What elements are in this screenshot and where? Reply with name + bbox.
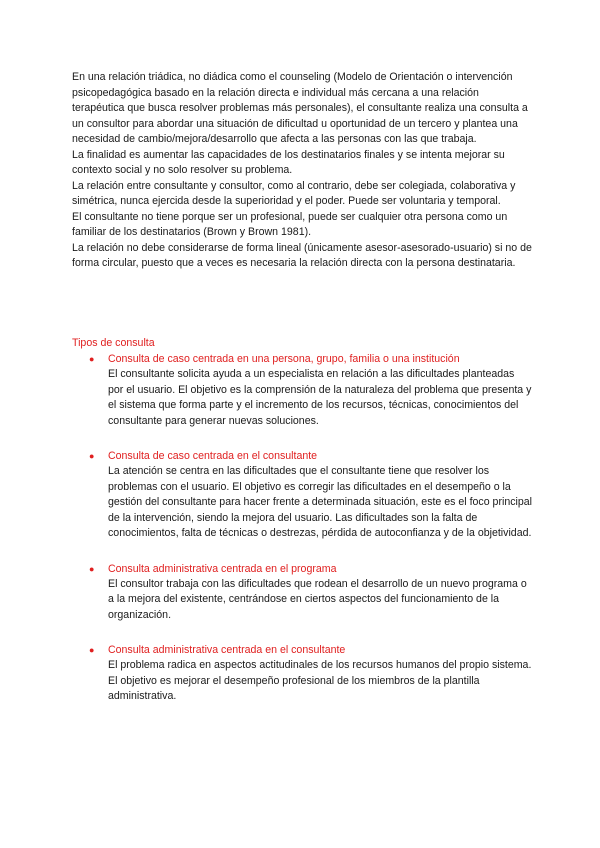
intro-paragraph-triadic-relation: En una relación triádica, no diádica como el counseling (Modelo de Orientación o intervención psicopedagógica basado en la relación directa e individual más cercana a una relación terapéutica que busca resolver problemas más personales), el consultante realiza una consulta a un consultor para abordar una situación de dificultad u oportunidad de un tercero y plantea una necesidad de cambio/mejora/desarrollo que afecta a las personas con las que trabaja. (72, 71, 528, 145)
consultation-type-description: El consultor trabaja con las dificultades que rodean el desarrollo de un nuevo programa o a la mejora del existente, centrándose en ciertos aspectos del funcionamiento de la organización. (108, 577, 527, 621)
consultation-type-title: Consulta administrativa centrada en el consultante (108, 644, 346, 656)
list-item (72, 562, 532, 624)
intro-section (72, 70, 532, 272)
bullet-icon: ● (89, 645, 95, 655)
intro-paragraph-relationship: La relación entre consultante y consultor, como al contrario, debe ser colegiada, colaborativa y simétrica, nunca ejercida desde la superioridad y el poder. Puede ser voluntaria y temporal. (72, 179, 516, 207)
list-item (72, 643, 532, 705)
intro-paragraph-purpose: La finalidad es aumentar las capacidades de los destinatarios finales y se intenta mejorar su contexto social y no solo resolver su problema. (72, 148, 505, 176)
list-item (72, 449, 532, 542)
consultation-type-description: El problema radica en aspectos actitudinales de los recursos humanos del propio sistema. El objetivo es mejorar el desempeño profesional de los miembros de la plantilla administrativa. (108, 659, 532, 702)
consultation-type-description: El consultante solicita ayuda a un especialista en relación a las dificultades planteadas por el usuario. El objetivo es la comprensión de la naturaleza del problema que presenta y el sistema que forma parte y el incremento de los recursos, técnicas, conocimientos del consultante para generar nuevas soluciones. (108, 368, 532, 427)
section-heading-consultation-types: Tipos de consulta (72, 337, 155, 349)
intro-paragraph-consultant: El consultante no tiene porque ser un profesional, puede ser cualquier otra persona como un familiar de los destinatarios (Brown y Brown 1981). (72, 210, 508, 238)
consultation-types-list (72, 352, 532, 705)
consultation-type-title: Consulta de caso centrada en el consultante (108, 450, 318, 462)
bullet-icon: ● (89, 354, 95, 364)
consultation-type-description: La atención se centra en las dificultades que el consultante tiene que resolver los problemas con el usuario. El objetivo es corregir las dificultades en el desempeño o la gestión del consultante para hacer frente a determinada situación, este es el foco principal de la intervención, siendo la mejora del usuario. Las dificultades son la falta de conocimientos, falta de técnicas o destrezas, pérdida de autoconfianza y de la objetividad. (108, 465, 533, 539)
bullet-icon: ● (89, 563, 95, 574)
bullet-icon: ● (89, 451, 95, 461)
consultation-type-title: Consulta administrativa centrada en el programa (108, 562, 337, 575)
intro-paragraph-circular: La relación no debe considerarse de forma lineal (únicamente asesor-asesorado-usuario) si no de forma circular, puesto que a veces es necesaria la relación directa con la persona destinataria. (72, 241, 532, 269)
list-item (72, 352, 532, 429)
consultation-type-title: Consulta de caso centrada en una persona, grupo, familia o una institución (108, 353, 460, 365)
